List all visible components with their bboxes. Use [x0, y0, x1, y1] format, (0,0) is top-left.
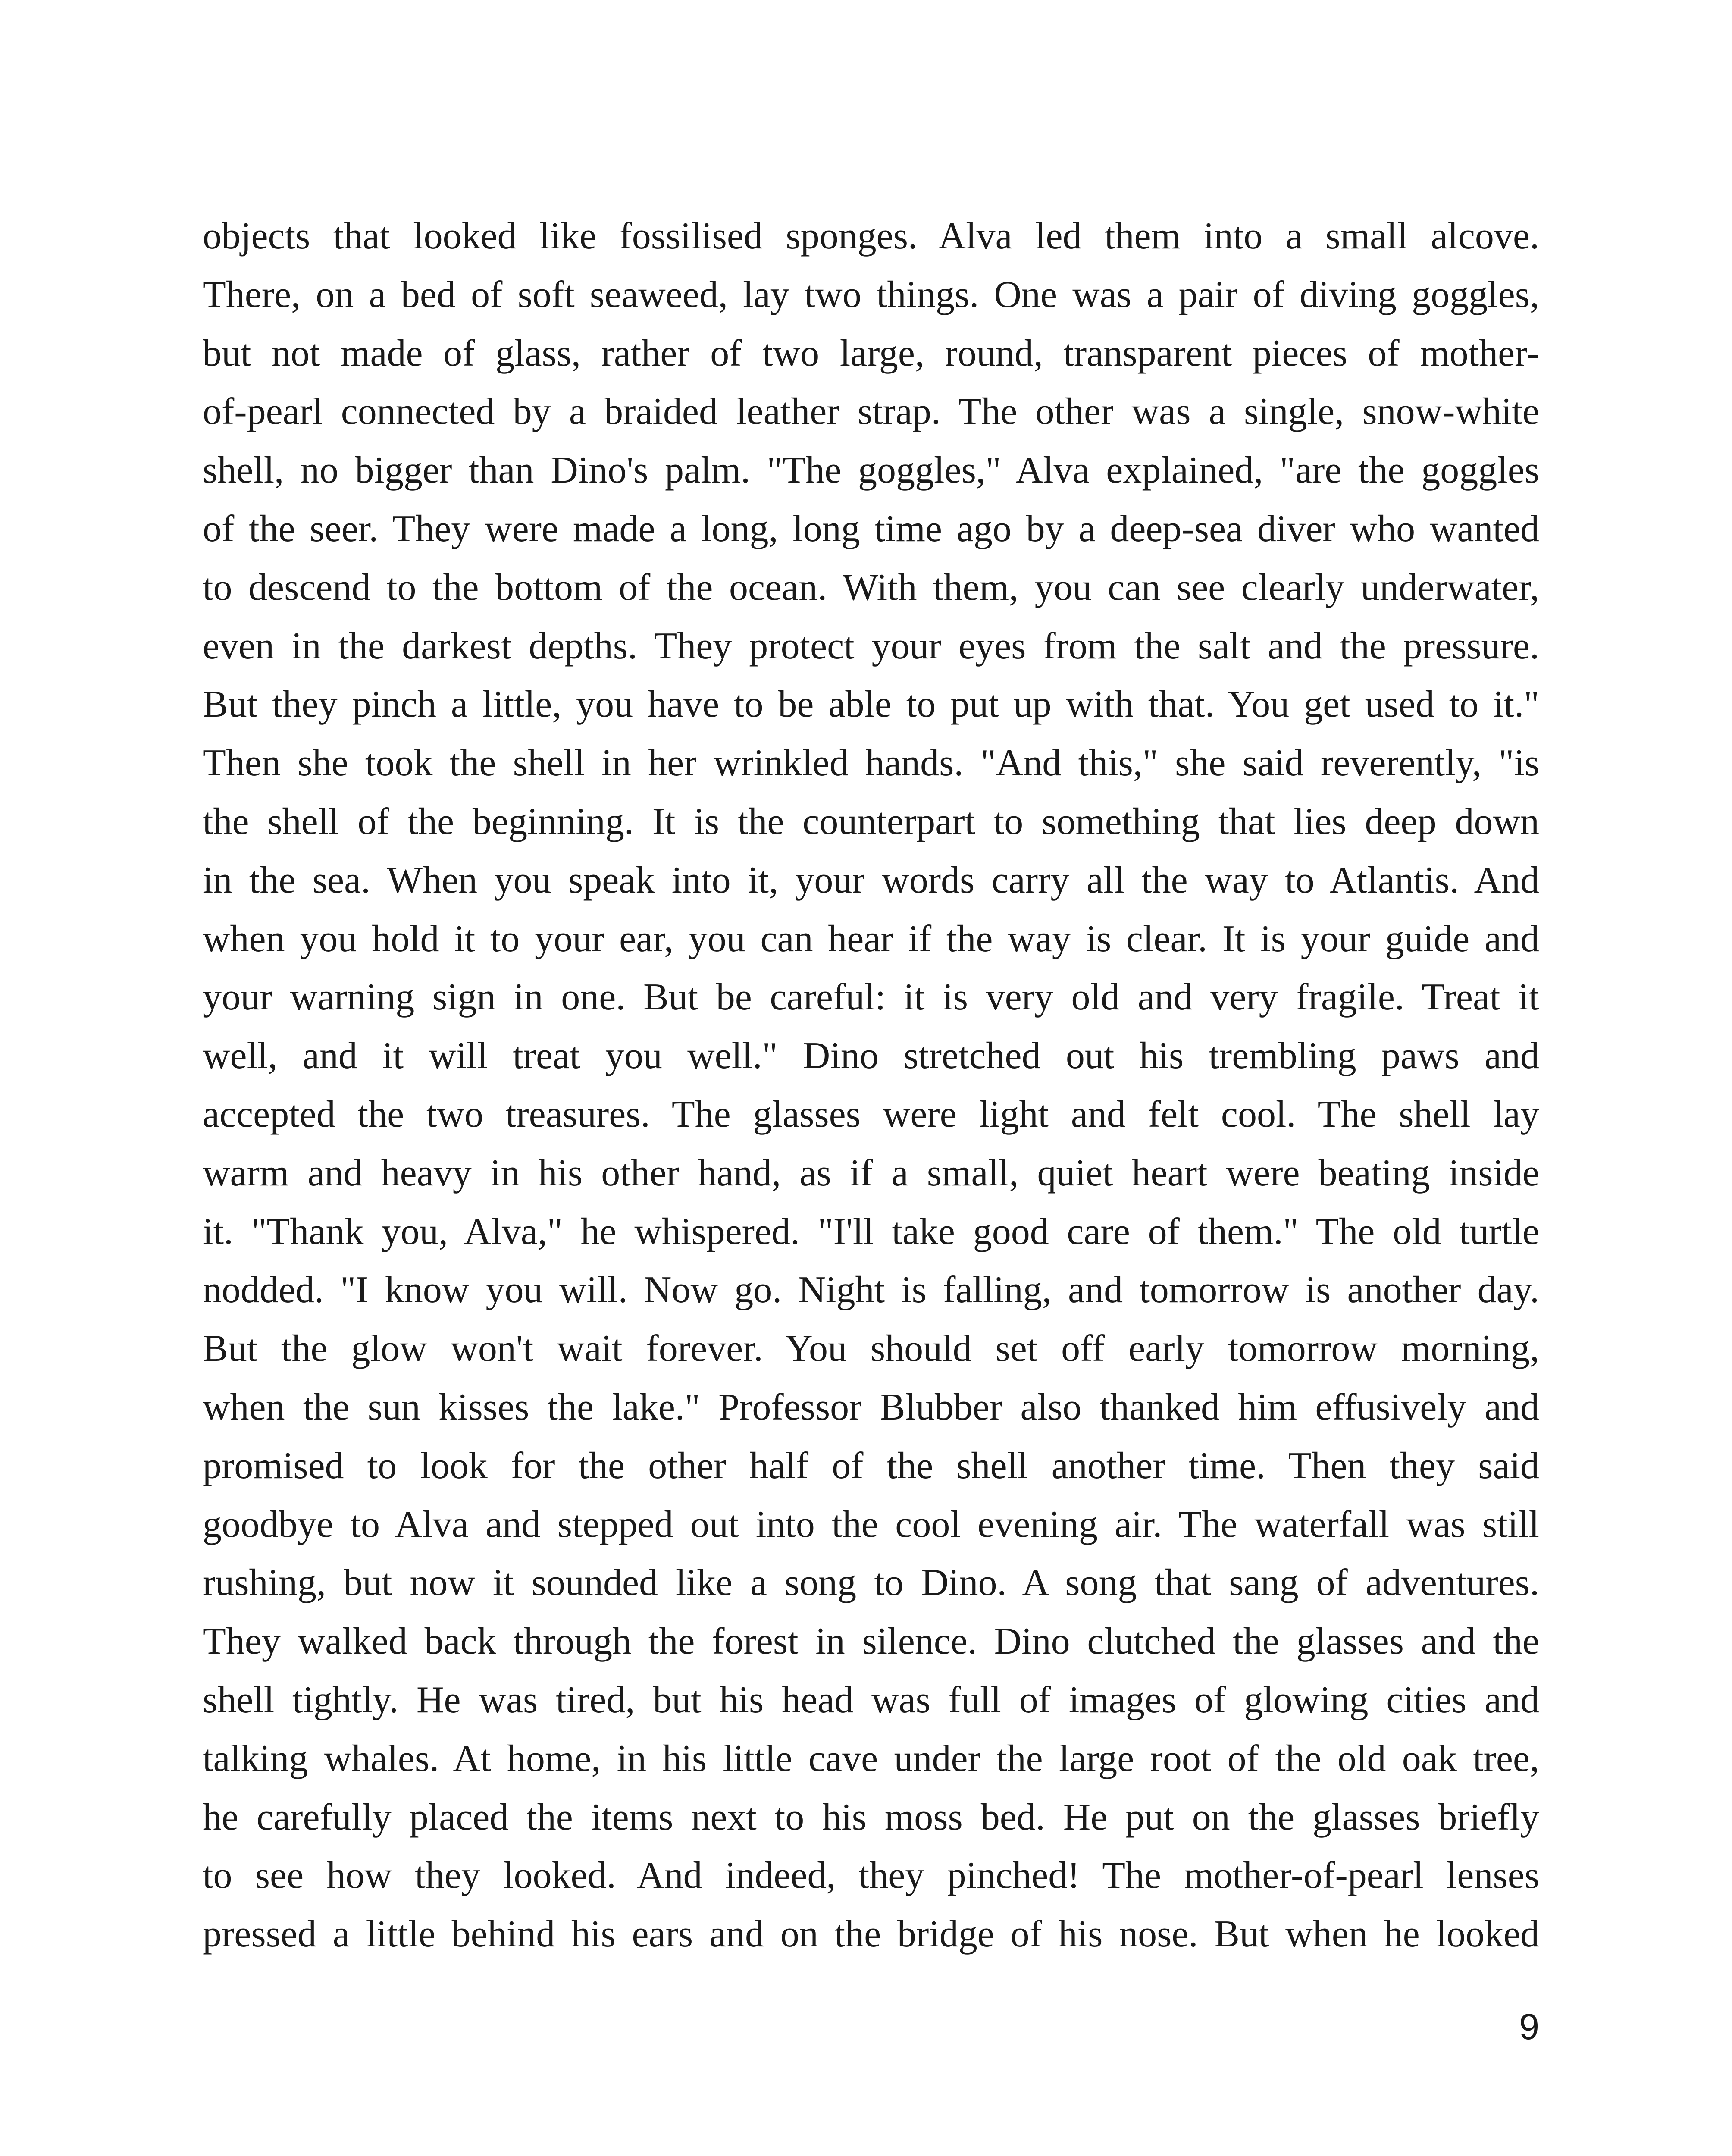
text-line: rushing, but now it sounded like a song to Dino. A song that sang of adventures. — [203, 1562, 1539, 1604]
text-line: of the seer. They were made a long, long time ago by a deep-sea diver who wanted — [203, 508, 1539, 550]
text-line: accepted the two treasures. The glasses were light and felt cool. The shell lay — [203, 1093, 1539, 1135]
text-line: he carefully placed the items next to his moss bed. He put on the glasses briefly — [203, 1796, 1539, 1838]
page-number: 9 — [1519, 2006, 1539, 2047]
text-line: nodded. "I know you will. Now go. Night is falling, and tomorrow is another day. — [203, 1269, 1539, 1311]
text-line: objects that looked like fossilised sponges. Alva led them into a small alcove. — [203, 215, 1539, 257]
text-line: They walked back through the forest in silence. Dino clutched the glasses and the — [203, 1620, 1539, 1663]
text-line: goodbye to Alva and stepped out into the cool evening air. The waterfall was still — [203, 1503, 1539, 1545]
text-line: But the glow won't wait forever. You should set off early tomorrow morning, — [203, 1328, 1539, 1370]
text-line: shell tightly. He was tired, but his head was full of images of glowing cities and — [203, 1679, 1539, 1721]
text-line: even in the darkest depths. They protect your eyes from the salt and the pressure. — [203, 625, 1539, 667]
text-line: shell, no bigger than Dino's palm. "The goggles," Alva explained, "are the goggles — [203, 449, 1539, 492]
text-line: promised to look for the other half of the shell another time. Then they said — [203, 1445, 1539, 1487]
text-line: to descend to the bottom of the ocean. With them, you can see clearly underwater, — [203, 566, 1539, 608]
text-line: talking whales. At home, in his little cave under the large root of the old oak tree, — [203, 1737, 1539, 1780]
text-line: There, on a bed of soft seaweed, lay two things. One was a pair of diving goggles, — [203, 273, 1539, 316]
text-line: warm and heavy in his other hand, as if a small, quiet heart were beating inside — [203, 1152, 1539, 1194]
text-line: Then she took the shell in her wrinkled hands. "And this," she said reverently, "is — [203, 742, 1539, 784]
text-line: when you hold it to your ear, you can hear if the way is clear. It is your guide and — [203, 918, 1539, 960]
text-line: but not made of glass, rather of two large, round, transparent pieces of mother- — [203, 332, 1539, 374]
text-line: in the sea. When you speak into it, your words carry all the way to Atlantis. And — [203, 859, 1539, 901]
text-line: it. "Thank you, Alva," he whispered. "I'll take good care of them." The old turtle — [203, 1210, 1539, 1253]
text-line: to see how they looked. And indeed, they pinched! The mother-of-pearl lenses — [203, 1855, 1539, 1897]
text-line: pressed a little behind his ears and on the bridge of his nose. But when he looked — [203, 1913, 1539, 1955]
text-line: of-pearl connected by a braided leather strap. The other was a single, snow-white — [203, 391, 1539, 433]
text-line: your warning sign in one. But be careful: it is very old and very fragile. Treat it — [203, 976, 1539, 1018]
text-line: the shell of the beginning. It is the counterpart to something that lies deep down — [203, 800, 1539, 843]
text-line: well, and it will treat you well." Dino stretched out his trembling paws and — [203, 1035, 1539, 1077]
text-line: But they pinch a little, you have to be able to put up with that. You get used to it." — [203, 683, 1539, 726]
text-line: when the sun kisses the lake." Professor Blubber also thanked him effusively and — [203, 1386, 1539, 1428]
body-text — [203, 207, 1539, 1964]
